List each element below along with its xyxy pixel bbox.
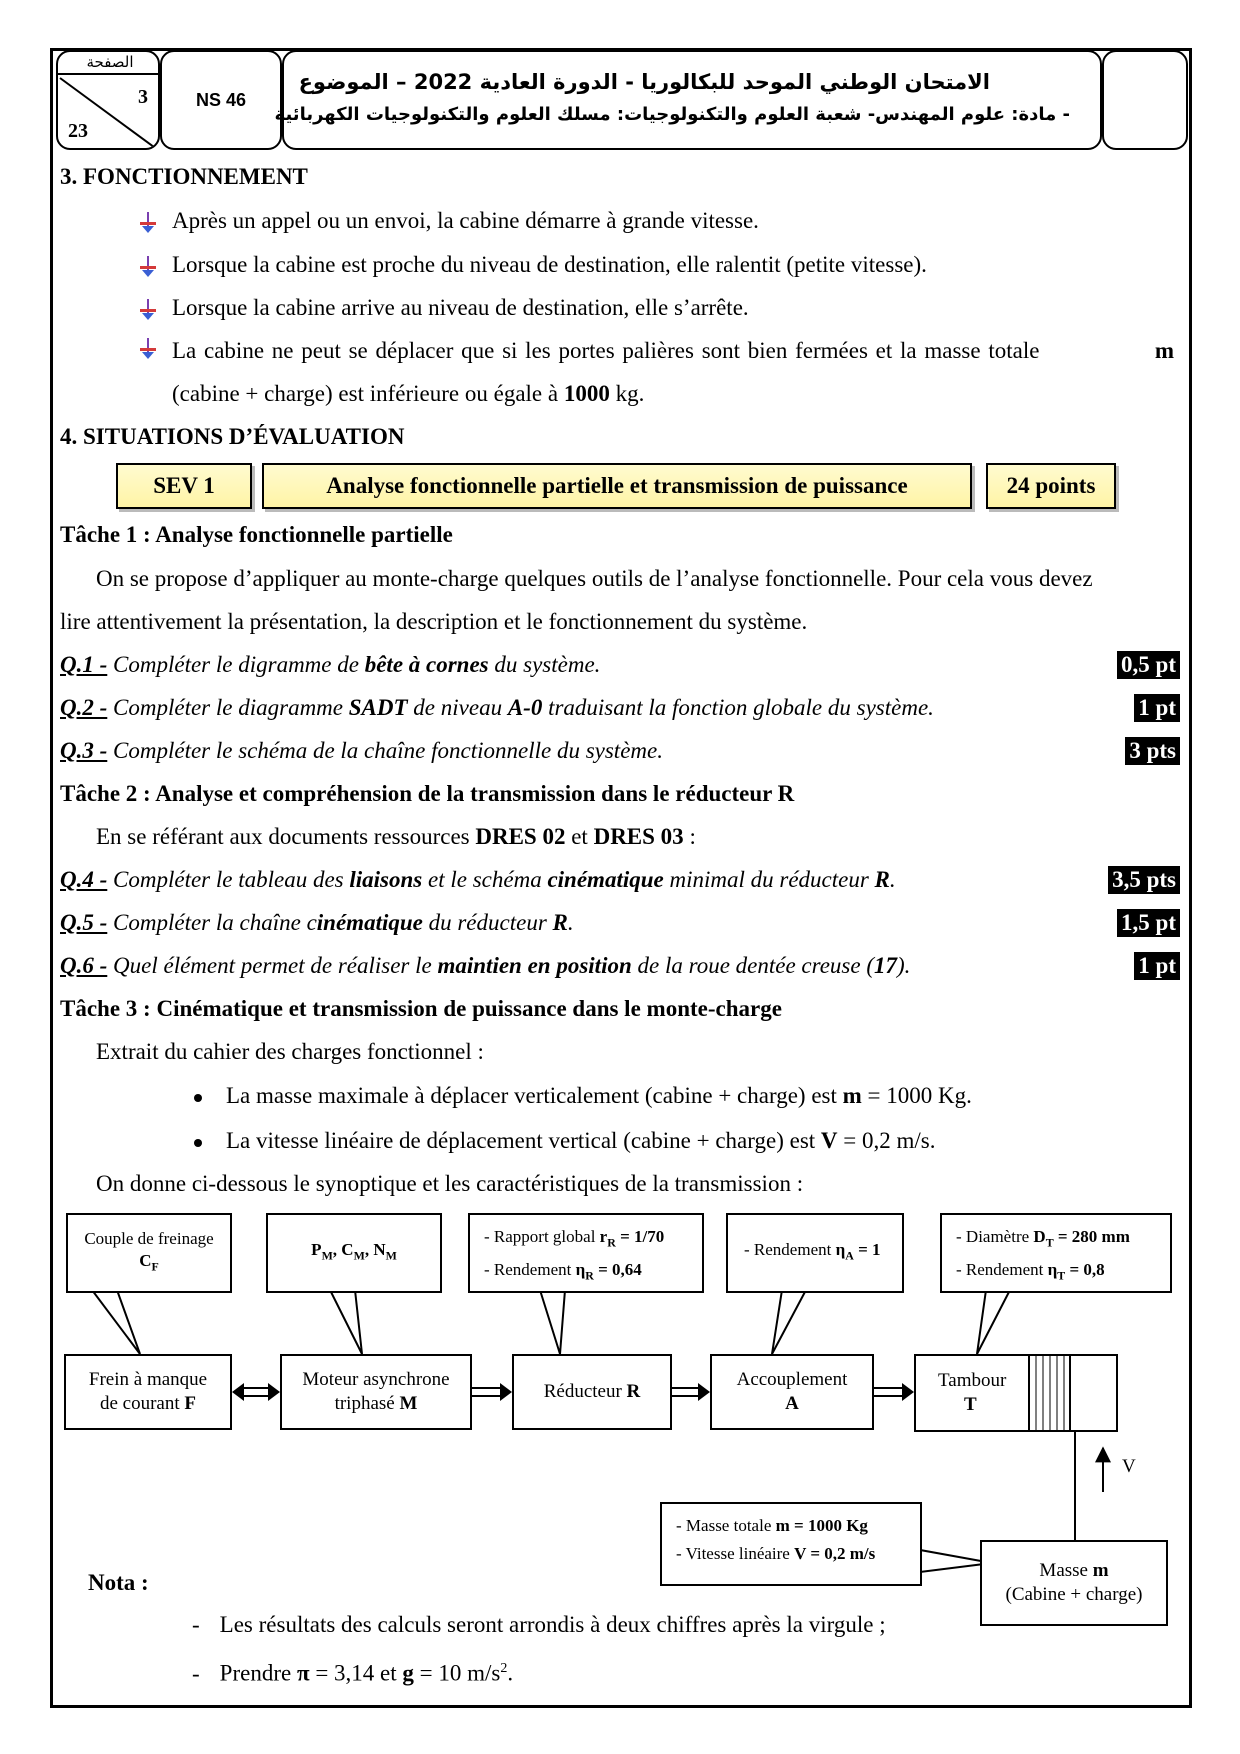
mass-info-line2: - Vitesse linéaire V = 0,2 m/s — [676, 1544, 876, 1563]
callout-frein-line1: Couple de freinage — [84, 1229, 214, 1249]
section3-item-2-text: Lorsque la cabine est proche du niveau de destination, elle ralentit (petite vitesse). — [172, 252, 927, 277]
sev-title: Analyse fonctionnelle partielle et transmission de puissance — [262, 463, 972, 509]
task3-bullet-2: La vitesse linéaire de déplacement vertical (cabine + charge) est V = 0,2 m/s. — [194, 1128, 936, 1154]
task3-bullet-1: La masse maximale à déplacer verticalement (cabine + charge) est m = 1000 Kg. — [194, 1083, 972, 1109]
callout-accouplement — [726, 1213, 904, 1293]
question-6: Q.6 - Quel élément permet de réaliser le maintien en position de la roue dentée creuse (17). — [60, 953, 911, 978]
double-arrow-accouplement-tambour — [874, 1383, 914, 1401]
nota-title: Nota : — [88, 1570, 149, 1595]
nota-item-2: - Prendre π = 3,14 et g = 10 $m/s^2$. — [192, 1660, 514, 1686]
exam-code: NS 46 — [195, 89, 247, 110]
section3-item-1-text: Après un appel ou un envoi, la cabine démarre à grande vitesse. — [172, 208, 759, 233]
callout-frein — [66, 1213, 232, 1293]
dash-bullet-icon: - — [192, 1612, 200, 1637]
double-arrow-reducteur-accouplement — [672, 1383, 710, 1401]
task1-intro-1: On se propose d’appliquer au monte-charge quelques outils de l’analyse fonctionnelle. Pour cela vous devez — [96, 566, 1093, 591]
mass-info-callout — [660, 1502, 922, 1586]
question-2: Q.2 - Compléter le diagramme SADT de niveau A-0 traduisant la fonction globale du système. — [60, 695, 934, 720]
page-number: 3 — [138, 86, 148, 108]
callout-tail-moteur — [330, 1290, 362, 1354]
question-4-points: 3,5 pts — [1108, 866, 1180, 894]
block-accouplement — [710, 1354, 874, 1430]
question-2-points: 1 pt — [1134, 694, 1180, 722]
callout-tambour-line2: - Rendement $\eta_T = 0,8$ — [956, 1260, 1105, 1283]
drum-winding — [1028, 1356, 1118, 1430]
callout-frein-line2: $C_F$ — [139, 1251, 159, 1274]
section3-item-4-m: m — [1154, 338, 1174, 363]
question-1: Q.1 - Compléter le digramme de bête à cornes du système. — [60, 652, 601, 677]
block-reducteur-text: Réducteur R — [543, 1381, 641, 1402]
page-total: 23 — [68, 120, 88, 142]
task2-title: Tâche 2 : Analyse et compréhension de la transmission dans le réducteur R — [60, 781, 795, 806]
task3-intro: Extrait du cahier des charges fonctionnel : — [96, 1039, 484, 1064]
nota-item-1: - Les résultats des calculs seront arrondis à deux chiffres après la virgule ; — [192, 1612, 886, 1637]
callout-moteur — [266, 1213, 442, 1293]
callout-reducteur — [468, 1213, 704, 1293]
block-moteur — [280, 1354, 472, 1430]
block-frein — [64, 1354, 232, 1430]
section4-heading: 4. SITUATIONS D’ÉVALUATION — [60, 424, 405, 449]
block-moteur-line1: Moteur asynchrone — [302, 1369, 450, 1390]
block-frein-line1: Frein à manque — [88, 1369, 208, 1390]
double-arrow-frein-moteur — [232, 1383, 280, 1401]
callout-reducteur-line1: - Rapport global $r_R = 1/70$ — [484, 1227, 665, 1250]
callout-tail-reducteur — [540, 1290, 565, 1354]
question-1-points: 0,5 pt — [1117, 651, 1180, 679]
callout-accouplement-text: - Rendement $\eta_A = 1$ — [744, 1240, 881, 1263]
dash-bullet-icon: - — [192, 1660, 200, 1686]
block-masse-line2: (Cabine + charge) — [1005, 1584, 1143, 1605]
velocity-label: V — [1122, 1456, 1136, 1477]
question-6-points: 1 pt — [1134, 952, 1180, 980]
task3-synoptic-intro: On donne ci-dessous le synoptique et les caractéristiques de la transmission : — [96, 1171, 804, 1196]
double-arrow-moteur-reducteur — [472, 1383, 512, 1401]
block-accouplement-line2: A — [785, 1393, 799, 1414]
callout-moteur-text: $P_M$, $C_M$, $N_M$ — [311, 1240, 397, 1263]
block-frein-line2: de courant F — [99, 1393, 196, 1414]
question-3-points: 3 pts — [1125, 737, 1180, 765]
callout-tambour — [940, 1213, 1172, 1293]
exam-title-line1: الامتحان الوطني الموحد للبكالوريا - الدورة العادية 2022 – الموضوع — [298, 70, 990, 94]
mass-info-line1: - Masse totale m = 1000 Kg — [676, 1516, 868, 1535]
task3-title: Tâche 3 : Cinématique et transmission de puissance dans le monte-charge — [60, 996, 782, 1021]
section3-heading: 3. FONCTIONNEMENT — [60, 164, 308, 189]
block-accouplement-line1: Accouplement — [736, 1369, 848, 1390]
section3-item-4-line2: (cabine + charge) est inférieure ou égale à 1000 kg. — [172, 381, 645, 406]
block-tambour-line1: Tambour — [938, 1370, 1007, 1391]
block-reducteur — [512, 1354, 672, 1430]
task1-intro-2: lire attentivement la présentation, la description et le fonctionnement du système. — [60, 609, 808, 634]
callout-tambour-line1: - Diamètre $D_T = 280$ mm — [956, 1227, 1130, 1250]
question-5-points: 1,5 pt — [1117, 909, 1180, 937]
task2-intro: En se référant aux documents ressources DRES 02 et DRES 03 : — [96, 824, 696, 849]
block-masse-line1: Masse m — [1039, 1560, 1109, 1581]
block-tambour-line2: T — [964, 1394, 977, 1415]
block-tambour — [914, 1354, 1118, 1432]
exam-title-line2: - مادة: علوم المهندس- شعبة العلوم والتكنولوجيات: مسلك العلوم والتكنولوجيات الكهربائية — [274, 104, 1070, 125]
page-label: الصفحة — [86, 53, 134, 71]
callout-tail-accouplement — [772, 1290, 806, 1354]
task1-title: Tâche 1 : Analyse fonctionnelle partielle — [60, 522, 453, 547]
question-3: Q.3 - Compléter le schéma de la chaîne fonctionnelle du système. — [60, 738, 663, 763]
sev-label: SEV 1 — [116, 463, 252, 509]
block-moteur-line2: triphasé M — [334, 1393, 418, 1414]
callout-tail-tambour — [977, 1290, 1010, 1354]
section3-item-4-text: La cabine ne peut se déplacer que si les portes palières sont bien fermées et la masse totale — [172, 338, 1040, 363]
question-5: Q.5 - Compléter la chaîne cinématique du réducteur R. — [60, 910, 574, 935]
question-4: Q.4 - Compléter le tableau des liaisons et le schéma cinématique minimal du réducteur R. — [60, 867, 896, 892]
callout-reducteur-line2: - Rendement $\eta_R = 0,64$ — [484, 1260, 642, 1283]
callout-tail-frein — [92, 1290, 140, 1354]
block-masse — [980, 1540, 1168, 1626]
sev-points: 24 points — [986, 463, 1116, 509]
section3-item-3-text: Lorsque la cabine arrive au niveau de destination, elle s’arrête. — [172, 295, 749, 320]
